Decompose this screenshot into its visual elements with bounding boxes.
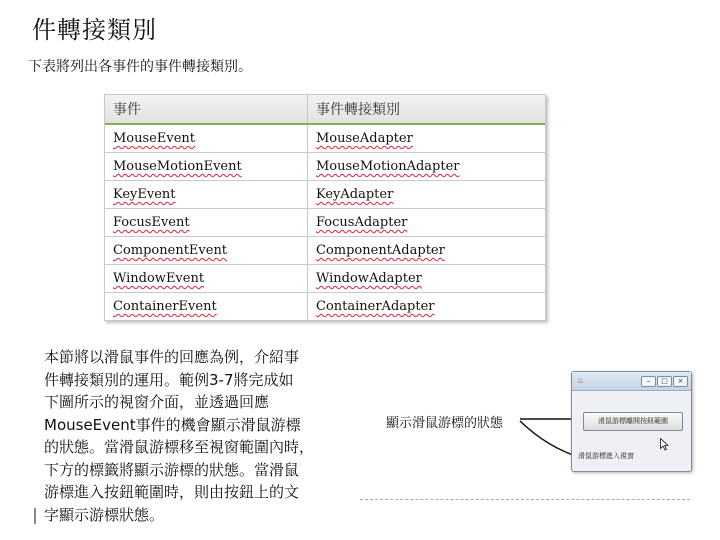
header-adapter: 事件轉接類別 [308, 95, 546, 124]
event-cell: KeyEvent [105, 181, 308, 209]
adapter-cell: FocusAdapter [308, 209, 546, 237]
adapter-cell: ContainerAdapter [308, 293, 546, 321]
body-line: 游標進入按鈕範圍時，則由按鈕上的文 [44, 483, 300, 501]
close-icon[interactable]: × [673, 376, 688, 387]
event-cell: FocusEvent [105, 209, 308, 237]
body-line: 下方的標籤將顯示游標的狀態。當滑鼠 [44, 460, 300, 479]
event-cell: ComponentEvent [105, 237, 308, 265]
adapter-cell: KeyAdapter [308, 181, 546, 209]
event-cell: WindowEvent [105, 265, 308, 293]
figure-annotation: 顯示滑鼠游標的狀態 [386, 416, 504, 431]
maximize-icon[interactable]: □ [657, 376, 672, 387]
window-client [574, 392, 689, 469]
adapter-cell: MouseAdapter [308, 124, 546, 153]
adapter-cell: ComponentAdapter [308, 237, 546, 265]
body-line: 字顯示游標狀態。 [44, 505, 165, 524]
body-line: 的狀態。當滑鼠游標移至視窗範圍內時， [44, 438, 315, 456]
body-line: MouseEvent事件的機會顯示滑鼠游標 [44, 415, 301, 434]
cursor-state-button[interactable]: 滑鼠游標離開按鈕範圍 [583, 412, 683, 431]
body-line: 下圖所示的視窗介面，並透過回應 [44, 393, 270, 411]
page-subtitle: 下表將列出各事件的事件轉接類別。 [28, 59, 252, 75]
demo-window [571, 371, 692, 472]
minimize-icon[interactable]: – [641, 376, 656, 387]
page-title: 件轉接類別 [32, 16, 157, 44]
mouse-cursor-icon [660, 438, 669, 451]
event-cell: MouseMotionEvent [105, 153, 308, 181]
adapter-cell: MouseMotionAdapter [308, 153, 546, 181]
event-cell: ContainerEvent [105, 293, 308, 321]
java-cup-icon: ♨ [576, 376, 585, 385]
adapter-cell: WindowAdapter [308, 265, 546, 293]
header-event: 事件 [105, 95, 308, 124]
cursor-status-label: 滑鼠游標進入視窗 [578, 452, 634, 460]
body-line: 件轉接類別的運用。範例3-7將完成如 [44, 370, 294, 389]
event-cell: MouseEvent [105, 124, 308, 153]
body-line: 本節將以滑鼠事件的回應為例，介紹事 [44, 348, 300, 366]
window-titlebar [572, 372, 691, 391]
